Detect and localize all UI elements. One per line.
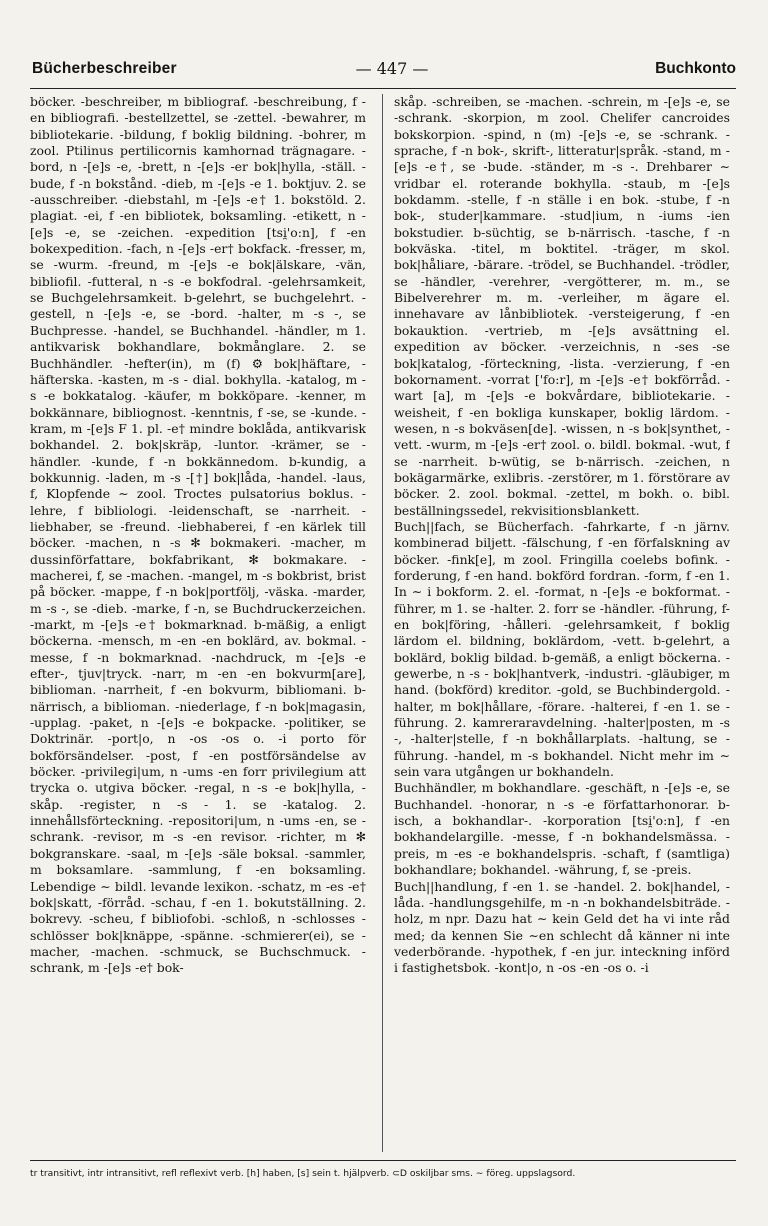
dictionary-page xyxy=(30,56,736,1216)
entry-block-buchhaendler: Buchhändler, m bokhandlare. -geschäft, n -[e]s -e, se Buchhandel. -honorar, n -s -e författarhonorar. b-isch, a bokhandlar-. -korporation [tsi̯'o:n], f -en bokhandelargille. -messe, f -n bokhandelsmässa. -preis, m -es -e bokhandelspris. -schaft, f (samtliga) bokhandlare; bokhandel. -währung, f, se -preis. xyxy=(394,780,730,878)
entry-block-buchhandlung: Buch||handlung, f -en 1. se -handel. 2. bok|handel, -låda. -handlungsgehilfe, m -n -n bokhandelsbiträde. -holz, m npr. Dazu hat ∼ kein Geld det ha vi inte råd med; da kennen Sie ∼en schlecht då känner ni inte vederbörande. -hypothek, f -en jur. inteckning införd i fastighetsbok. -kont|o, n -os -en -os o. -i xyxy=(394,878,730,976)
column-divider xyxy=(382,94,383,1152)
page-number: — 447 — xyxy=(355,59,429,78)
footer-rule xyxy=(30,1160,736,1161)
page-header xyxy=(30,56,736,86)
left-column-text: böcker. -beschreiber, m bibliograf. -beschreibung, f -en bibliografi. -bestellzettel, se -zettel. -bewahrer, m bibliotekarie. -bildung, f boklig bildning. -bohrer, m zool. Ptilinus pertilicornis kamhornad trägnagare. -bord, n -[e]s -e, -brett, n -[e]s -er bok|hylla, -ställ. -bude, f -n bokstånd. -dieb, m -[e]s -e 1. boktjuv. 2. se -ausschreiber. -diebstahl, m -[e]s -e† 1. bokstöld. 2. plagiat. -ei, f -en bibliotek, boksamling. -etikett, n -[e]s -e, se -zeichen. -expedition [tsi̯'o:n], f -en bokexpedition. -fach, n -[e]s -er† bokfack. -fresser, m, se -wurm. -freund, m -[e]s -e bok|älskare, -vän, bibliofil. -futteral, n -s -e bokfodral. -gelehrsamkeit, se Buchgelehrsamkeit. b-gelehrt, se buchgelehrt. -gestell, n -[e]s -e, se -bord. -halter, m -s -, se Buchpresse. -handel, se Buchhandel. -händler, m 1. antikvarisk bokhandlare, bokmånglare. 2. se Buchhändler. -hefter(in), m (f) ⚙ bok|häftare, -häfterska. -kasten, m -s - dial. bokhylla. -katalog, m -s -e bokkatalog. -käufer, m bokköpare. -kenner, m bokkännare, bibliognost. -kenntnis, f -se, se -kunde. -kram, m -[e]s F 1. pl. -e† mindre boklåda, antikvarisk bokhandel. 2. bok|skräp, -luntor. -krämer, se -händler. -kunde, f -n bokkännedom. b-kundig, a bokkunnig. -laden, m -s -[†] bok|låda, -handel. -laus, f, Klopfende ∼ zool. Troctes pulsatorius boklus. -lehre, f bibliologi. -leidenschaft, se -narrheit. -liebhaber, se -freund. -liebhaberei, f -en kärlek till böcker. -machen, n -s ✻ bokmakeri. -macher, m dussinförfattare, bokfabrikant, ✻ bokmakare. -macherei, f, se -machen. -mangel, m -s bokbrist, brist på böcker. -mappe, f -n bok|portfölj, -väska. -marder, m -s -, se -dieb. -marke, f -n, se Buchdruckerzeichen. -markt, m -[e]s -e† bokmarknad. b-mäßig, a enligt böckerna. -mensch, m -en -en boklärd, av. bokmal. -messe, f -n bokmarknad. -nachdruck, m -[e]s -e efter-, tjuv|tryck. -narr, m -en -en bokvurm[are], biblioman. -narrheit, f -en bokvurm, bibliomani. b-närrisch, a biblioman. -niederlage, f -n bok|magasin, -upplag. -paket, n -[e]s -e bokpacke. -politiker, se Doktrinär. -port|o, n -os -os o. -i porto för bokförsändelser. -post, f -en postförsändelse av böcker. -privilegi|um, n -ums -en forr privilegium att trycka o. utgiva böcker. -regal, n -s -e bok|hylla, -skåp. -register, n -s - 1. se -katalog. 2. innehållsförteckning. -repositori|um, n -ums -en, se -schrank. -revisor, m -s -en revisor. -richter, m ✻ bokgranskare. -saal, m -[e]s -säle boksal. -sammler, m boksamlare. -sammlung, f -en boksamling. Lebendige ∼ bildl. levande lexikon. -schatz, m -es -e† bok|skatt, -förråd. -schau, f -en 1. bokutställning. 2. bokrevy. -scheu, f bibliofobi. -schloß, n -schlosses -schlösser bok|knäppe, -spänne. -schmierer(ei), se -macher, -machen. -schmuck, se Buchschmuck. -schrank, m -[e]s -e† bok- xyxy=(30,94,366,976)
left-running-headword: Bücherbeschreiber xyxy=(32,60,177,77)
right-running-headword: Buchkonto xyxy=(655,60,736,77)
entry-block-buchfach: Buch||fach, se Bücherfach. -fahrkarte, f -n järnv. kombinerad biljett. -fälschung, f -en förfalskning av böcker. -fink[e], m zool. Fringilla coelebs bofink. -forderung, f -en hand. bokförd fordran. -form, f -en 1. In ∼ i bokform. 2. el. -format, n -[e]s -e bokformat. -führer, m 1. se -halter. 2. forr se -händler. -führung, f- en bok|föring, -hålleri. -gelehrsamkeit, f boklig lärdom el. bildning, boklärdom, -vett. b-gelehrt, a boklärd, boklig bildad. b-gemäß, a enligt böckerna. -gewerbe, n -s - bok|hantverk, -industri. -gläubiger, m hand. (bokförd) kreditor. -gold, se Buchbindergold. -halter, m bok|hållare, -förare. -halterei, f -en 1. se -führung. 2. kamreraravdelning. -halter|posten, m -s -, -halter|stelle, f -n bokhållarplats. -haltung, se -führung. -handel, m -s bokhandel. Nicht mehr im ∼ sein vara utgången ur bokhandeln. xyxy=(394,518,730,780)
abbreviation-footer: tr transitivt, intr intransitivt, refl reflexivt verb. [h] haben, [s] sein t. hjälpverb. ⊂D oskiljbar sms. ∼ föreg. uppslagsord. xyxy=(30,1168,576,1179)
header-rule xyxy=(30,88,736,89)
right-column xyxy=(394,94,730,1154)
left-column xyxy=(30,94,366,1154)
entry-block-buecher-cont: skåp. -schreiben, se -machen. -schrein, m -[e]s -e, se -schrank. -skorpion, m zool. Chelifer cancroides bokskorpion. -spind, n (m) -[e]s -e, se -schrank. -sprache, f -n bok-, skrift-, litteratur|språk. -stand, m -[e]s -e†, se -bude. -ständer, m -s -. Drehbarer ∼ vridbar el. roterande bokhylla. -staub, m -[e]s bokdamm. -stelle, f -n ställe i en bok. -stube, f -n bok-, studer|kammare. -stud|ium, n -iums -ien bokstudier. b-süchtig, se b-närrisch. -tasche, f -n bokväska. -titel, m boktitel. -träger, m skol. bok|håliare, -bärare. -trödel, se Buchhandel. -trödler, se -händler, -verehrer, -vergötterer, m. m., se Bibelverehrer m. m. -verleiher, m ägare el. innehavare av lånbibliotek. -versteigerung, f -en bokauktion. -vertrieb, m -[e]s avsättning el. expedition av böcker. -verzeichnis, n -ses -se bok|katalog, -förteckning, -lista. -verzierung, f -en bokornament. -vorrat ['fo:r], m -[e]s -e† bokförråd. -wart [a], m -[e]s -e bokvårdare, bibliotekarie. -weisheit, f -en bokliga kunskaper, boklig lärdom. -wesen, n -s bokväsen[de]. -wissen, n -s bok|synthet, -vett. -wurm, m -[e]s -er† zool. o. bildl. bokmal. -wut, f se -narrheit. b-wütig, se b-närrisch. -zeichen, n bokägarmärke, exlibris. -zerstörer, m 1. förstörare av böcker. 2. zool. bokmal. -zettel, m bokh. o. bibl. beställningssedel, rekvisitionsblankett. xyxy=(394,94,730,518)
